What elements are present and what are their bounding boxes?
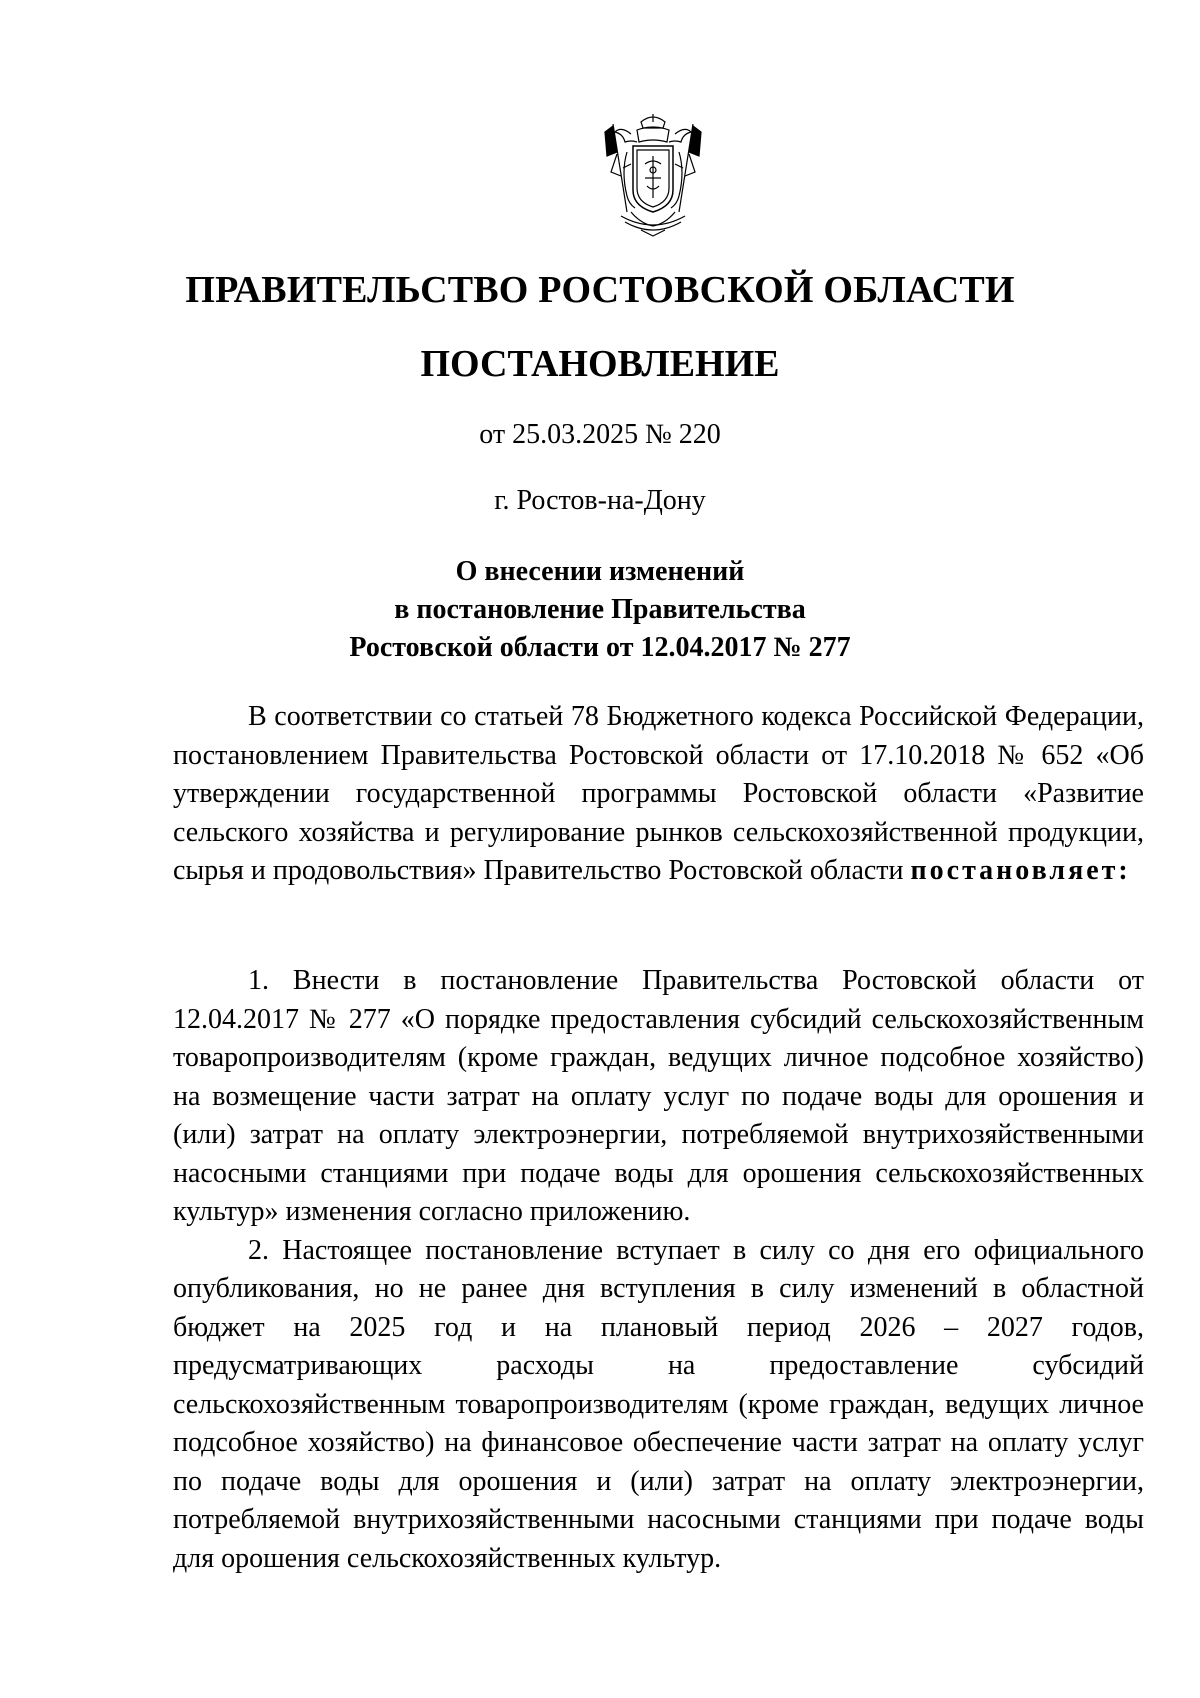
document-city: г. Ростов-на-Дону [494, 485, 706, 516]
subject-line: О внесении изменений [455, 556, 745, 587]
document-subject [0, 553, 1200, 667]
document-type: ПОСТАНОВЛЕНИЕ [420, 343, 780, 385]
decree-item: 1. Внести в постановление Правительства Ростовской области от 12.04.2017 № 277 «О порядке предоставления субсидий сельскохозяйственным товаропроизводителям (кроме граждан, ведущих личное подсобное хозяйство) на возмещение части затрат на оплату услуг по подаче воды для орошения и (или) затрат на оплату электроэнергии, потребляемой внутрихозяйственными насосными станциями при подаче воды для орошения сельскохозяйственных культур» изменения согласно приложению. [173, 965, 1144, 1227]
organization-title: ПРАВИТЕЛЬСТВО РОСТОВСКОЙ ОБЛАСТИ [185, 269, 1015, 311]
preamble [173, 698, 1144, 891]
preamble-paragraph [173, 698, 1144, 891]
decree-word: постановляет: [910, 855, 1131, 886]
subject-line: Ростовской области от 12.04.2017 № 277 [349, 632, 851, 663]
document-date-number: от 25.03.2025 № 220 [479, 419, 721, 450]
subject-line: в постановление Правительства [394, 594, 806, 625]
coat-of-arms-icon [601, 112, 705, 240]
decree-items [173, 962, 1144, 1578]
preamble-text: В соответствии со статьей 78 Бюджетного кодекса Российской Федерации, постановлением Правительства Ростовской области от 17.10.2018 № 652 «Об утверждении государственной программы Ростовской области «Развитие сельского хозяйства и регулирование рынков сельскохозяйственной продукции, сырья и продовольствия» Правительство Ростовской области [173, 701, 1144, 886]
decree-item: 2. Настоящее постановление вступает в силу со дня его официального опубликования, но не ранее дня вступления в силу изменений в областной бюджет на 2025 год и на плановый период 2026 – 2027 годов, предусматривающих расходы на предоставление субсидий сельскохозяйственным товаропроизводителям (кроме граждан, ведущих личное подсобное хозяйство) на финансовое обеспечение части затрат на оплату услуг по подаче воды для орошения и (или) затрат на оплату электроэнергии, потребляемой внутрихозяйственными насосными станциями при подаче воды для орошения сельскохозяйственных культур. [173, 1234, 1144, 1574]
